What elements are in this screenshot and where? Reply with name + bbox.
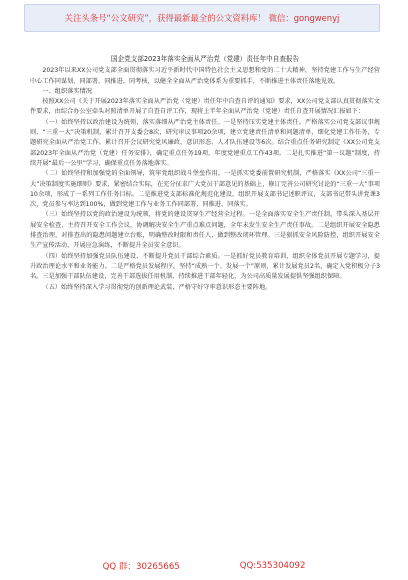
banner-text: 关注头条号“公文研究”，获得最新最全的公文资料库！ 微信：gongwenyj [64, 13, 340, 23]
paragraph: 2023年以来XX公司党支部全面贯彻落实习近平新时代中国特色社会主义思想和党的二十大精神，坚持党建工作与生产经营中心工作同谋划、同部署、同推进、同考核，以健全全面从严治党体系为重要抓手，不断推进主体责任落地见效。 [30, 67, 380, 85]
paragraph: （二）始终坚持和加强党的全面领导，筑牢党组织战斗堡垒作用。一是抓实党委前置研究机制，严格落实《XX公司“三重一大”决策制度实施细则》要求，紧密结合实际，在充分征求广大党员干部意见的基础上，修订完善公司研究讨论的“三重一大”事项10余项，形成了一系列工作任务目标。二是推进党支部标准化规范化建设，组织开展支部书记述职评议，支部书记带头讲党课3次，党员参与率达到100%，做到党建工作与业务工作同部署、同推进、同落实。 [30, 170, 380, 209]
paragraph: （五）始终坚持深入学习贯彻党的创新理论武装，严格守好守牢意识形态主要阵地。 [42, 283, 272, 291]
paragraph: （四）始终坚持加强党员队伍建设，不断提升党员干部综合素质。一是抓好党员教育培训，组织全体党员开展专题学习，提升政治理论水平和业务能力。二是严格党员发展程序，坚持“成熟一个、发展一个”原则，累计发展党员2名，确定入党积极分子3名。三是加强干部队伍建设，完善干部选拔任用机制，持续推进干部年轻化，为公司高质量发展提供坚强组织保障。 [30, 252, 380, 281]
section-heading: 一、组织落实情况 [42, 87, 92, 95]
document-title: 国企党支部2023年落实全面从严治党（党建）责任年中自查报告 [110, 55, 300, 63]
footer-qq-group: QQ 群：30265665 [102, 562, 180, 572]
footer [0, 556, 408, 576]
paragraph: （一）始终坚持以政治建设为统领，落实落细从严治党主体责任。一是坚持压实党建主体责任。严格落实公司党支部议事规则、“三重一大”决策机制，累计召开支委会8次，研究审议事项20余项，建立党建责任清单和问题清单，细化党建工作任务，专题研究全面从严治党工作。累计召开会议研究党风廉政、意识形态、人才队伍建设等6次。结合重点任务研究制定《XX公司党支部2023年全面从严治党（党建）任务安排》，确定重点任务19项，年度党建重点工作43项。二是扎实推进“第一议题”制度，持续开展“最后一公里”学习，确保重点任务落地落实。 [30, 118, 380, 167]
paragraph: 按照XX公司《关于开展2023年落实全面从严治党（党建）责任年中自查自评的通知》要求，XX公司党支部认真贯彻落实文件要求，由综合办公室牵头对照清单开展了自查自评工作，现将上半年全面从严治党（党建）责任自查开展情况汇报如下： [30, 98, 380, 116]
top-banner [24, 4, 380, 32]
paragraph: （三）始终坚持以党的政治建设为统领，将党的建设贯穿生产经营全过程。一是全面落实安全生产责任制，带头深入基层开展安全检查，主持召开安全工作会议，协调解决安全生产重点难点问题，全年未发生安全生产责任事故。二是组织开展安全隐患排查治理，对排查出的隐患问题建立台账，明确整改时限和责任人，做到整改闭环管理。三是狠抓安全风险防控，组织开展安全生产宣传活动，开展应急演练，不断提升全员安全意识。 [30, 211, 380, 250]
report-document [30, 54, 380, 293]
footer-qq: QQ:535304092 [239, 561, 306, 571]
